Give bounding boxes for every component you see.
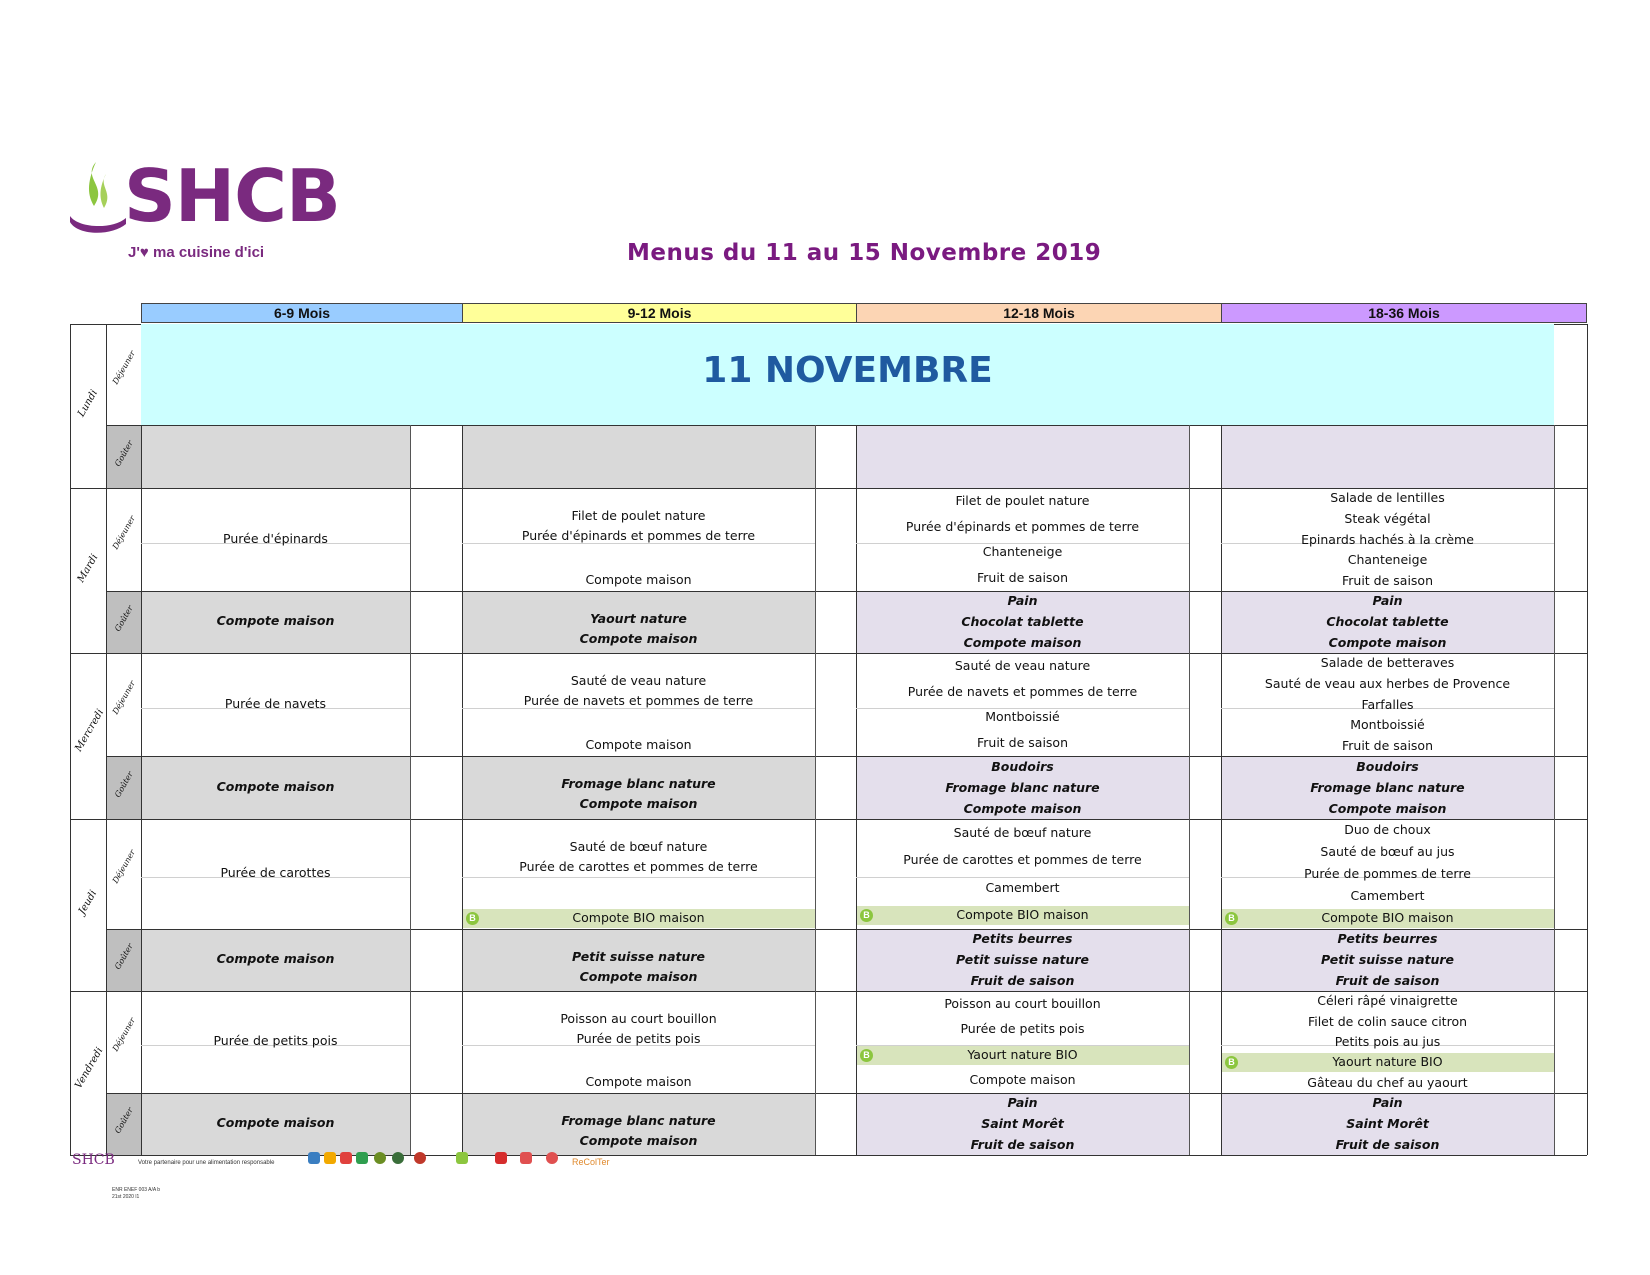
col-border bbox=[1554, 425, 1555, 1155]
brand-tagline: J'♥ ma cuisine d'ici bbox=[128, 244, 265, 261]
day-label-jeudi: Jeudi bbox=[76, 888, 100, 917]
meal-label-gouter: Goûter bbox=[113, 769, 135, 799]
menu-item: Sauté de veau nature bbox=[570, 673, 707, 688]
day-label-lundi: Lundi bbox=[75, 388, 101, 419]
menu-item: Yaourt nature bbox=[590, 611, 687, 626]
col-border bbox=[1189, 425, 1190, 1155]
menu-item: Compote maison bbox=[579, 631, 698, 646]
footer-ref bbox=[112, 1187, 160, 1201]
day-label-vendredi: Vendredi bbox=[73, 1045, 106, 1091]
cell-guide bbox=[856, 543, 1189, 544]
row-border bbox=[70, 488, 1587, 489]
menu-item: Purée de carottes bbox=[220, 865, 331, 880]
footer-ref-line: 21st 2020 l1 bbox=[112, 1194, 140, 1200]
menu-item: Boudoirs bbox=[1356, 758, 1419, 774]
menu-item: Fruit de saison bbox=[1341, 572, 1433, 588]
menu-item: Compote BIO maison bbox=[572, 910, 705, 925]
menu-item: Salade de betteraves bbox=[1320, 655, 1455, 671]
menu-item: Compote maison bbox=[969, 1072, 1076, 1088]
label-badge-icon bbox=[456, 1152, 468, 1164]
row-border bbox=[70, 991, 1587, 992]
gouter-bg bbox=[141, 425, 410, 488]
menu-item: Compote maison bbox=[216, 613, 335, 628]
holiday-banner bbox=[141, 324, 1554, 425]
age-header-18-36: 18-36 Mois bbox=[1221, 303, 1587, 323]
menu-item: Fruit de saison bbox=[1335, 972, 1440, 988]
menu-item: Petits beurres bbox=[972, 931, 1073, 947]
menu-item: Céleri râpé vinaigrette bbox=[1317, 993, 1458, 1009]
label-badge-icon bbox=[374, 1152, 386, 1164]
menu-item: Chocolat tablette bbox=[961, 614, 1084, 629]
menu-item: Purée de navets bbox=[224, 695, 327, 711]
menu-item: Gâteau du chef au yaourt bbox=[1307, 1074, 1468, 1090]
menu-item: Sauté de bœuf nature bbox=[953, 824, 1092, 840]
meal-label-dejeuner: Déjeuner bbox=[110, 513, 138, 551]
meal-label-dejeuner: Déjeuner bbox=[110, 1016, 138, 1053]
col-border bbox=[70, 324, 71, 1155]
menu-item: Sauté de veau aux herbes de Provence bbox=[1264, 675, 1511, 691]
menu-item: Yaourt nature BIO bbox=[967, 1046, 1078, 1062]
bio-badge-icon: B bbox=[860, 1049, 873, 1062]
menu-item: Filet de poulet nature bbox=[571, 508, 706, 523]
menu-item: Compote maison bbox=[579, 796, 698, 811]
shcb-logo bbox=[68, 154, 340, 272]
menu-item: Filet de poulet nature bbox=[955, 492, 1090, 508]
menu-item: Purée d'épinards et pommes de terre bbox=[521, 528, 756, 543]
menu-item: Petits pois au jus bbox=[1334, 1034, 1441, 1049]
menu-item: Fruit de saison bbox=[1341, 737, 1433, 753]
row-border bbox=[106, 591, 1587, 592]
meal-label-gouter: Goûter bbox=[113, 1106, 135, 1135]
footer-recolter: ReColTer bbox=[572, 1157, 610, 1167]
menu-item: Sauté de bœuf au jus bbox=[1320, 844, 1455, 859]
menu-item: Purée de navets et pommes de terre bbox=[523, 693, 754, 708]
col-border bbox=[106, 324, 107, 1155]
menu-item: Compote maison bbox=[579, 1133, 698, 1148]
row-border bbox=[106, 425, 1587, 426]
menu-item: Camembert bbox=[985, 879, 1060, 895]
menu-item: Petit suisse nature bbox=[1320, 952, 1455, 967]
menu-item: Fruit de saison bbox=[976, 735, 1068, 751]
menu-item: Purée de pommes de terre bbox=[1304, 866, 1471, 881]
gouter-bg bbox=[1221, 425, 1554, 488]
age-header-9-12: 9-12 Mois bbox=[462, 303, 857, 323]
menu-item: Chocolat tablette bbox=[1326, 614, 1449, 629]
menu-item: Purée d'épinards et pommes de terre bbox=[905, 518, 1140, 534]
menu-item: Fromage blanc nature bbox=[1310, 779, 1465, 795]
menu-item: Poisson au court bouillon bbox=[944, 995, 1101, 1011]
menu-item: Purée de petits pois bbox=[213, 1033, 338, 1048]
menu-item: Compote maison bbox=[216, 778, 335, 794]
menu-item: Petit suisse nature bbox=[955, 952, 1090, 967]
meal-label-dejeuner: Déjeuner bbox=[110, 848, 138, 885]
meal-label-gouter: Goûter bbox=[113, 438, 135, 468]
menu-item: Compote maison bbox=[585, 737, 692, 752]
meal-label-gouter: Goûter bbox=[113, 604, 135, 633]
menu-item: Pain bbox=[1007, 593, 1038, 609]
label-badge-icon bbox=[392, 1152, 404, 1164]
menu-item: Compote maison bbox=[963, 634, 1082, 650]
menu-item: Compote BIO maison bbox=[1321, 910, 1454, 925]
menu-item: Sauté de bœuf nature bbox=[569, 839, 708, 854]
menu-item: Pain bbox=[1007, 1095, 1038, 1111]
row-border bbox=[106, 1093, 1587, 1094]
menu-item: Fromage blanc nature bbox=[561, 776, 716, 791]
footer-partners: Votre partenaire pour une alimentation responsable bbox=[138, 1160, 275, 1166]
menu-item: Steak végétal bbox=[1344, 510, 1431, 526]
menu-item: Purée d'épinards bbox=[223, 530, 328, 546]
cell-guide bbox=[462, 877, 815, 878]
menu-item: Epinards hachés à la crème bbox=[1301, 531, 1474, 547]
menu-item: Chanteneige bbox=[1347, 552, 1428, 568]
meal-label-dejeuner: Déjeuner bbox=[110, 348, 138, 386]
menu-item: Compote maison bbox=[1328, 800, 1447, 816]
menu-item: Fromage blanc nature bbox=[561, 1113, 716, 1128]
menu-item: Purée de navets et pommes de terre bbox=[907, 683, 1138, 699]
menu-item: Compote maison bbox=[963, 800, 1082, 816]
col-border bbox=[815, 425, 816, 1155]
menu-item: Saint Morêt bbox=[1346, 1116, 1429, 1131]
bio-badge-icon: B bbox=[860, 909, 873, 922]
menu-item: Farfalles bbox=[1361, 696, 1414, 712]
meal-label-dejeuner: Déjeuner bbox=[110, 678, 138, 716]
menu-item: Boudoirs bbox=[991, 758, 1054, 774]
label-badge-icon bbox=[324, 1152, 336, 1164]
menu-item: Duo de choux bbox=[1344, 822, 1431, 837]
menu-item: Fromage blanc nature bbox=[945, 779, 1100, 795]
menu-item: Pain bbox=[1372, 1095, 1403, 1111]
row-border bbox=[70, 1155, 1587, 1156]
gouter-bg bbox=[856, 425, 1189, 488]
menu-item: Compote maison bbox=[1328, 634, 1447, 650]
steam-flame-icon bbox=[68, 160, 128, 235]
menu-item: Compote maison bbox=[216, 1115, 335, 1130]
menu-item: Fruit de saison bbox=[970, 972, 1075, 988]
age-header-12-18: 12-18 Mois bbox=[856, 303, 1222, 323]
menu-item: Saint Morêt bbox=[981, 1116, 1064, 1131]
menu-item: Purée de petits pois bbox=[960, 1021, 1085, 1037]
menu-item: Purée de petits pois bbox=[576, 1031, 701, 1046]
page-title: Menus du 11 au 15 Novembre 2019 bbox=[627, 240, 1102, 266]
footer-ref-line: ENR ENEF 003 A/A b bbox=[112, 1187, 161, 1193]
col-border bbox=[410, 425, 411, 1155]
gouter-bg bbox=[462, 425, 815, 488]
bio-badge-icon: B bbox=[1225, 912, 1238, 925]
label-badge-icon bbox=[340, 1152, 352, 1164]
menu-item: Fruit de saison bbox=[970, 1136, 1075, 1152]
menu-item: Petits beurres bbox=[1337, 931, 1438, 947]
footer-brand: SHCB bbox=[72, 1152, 115, 1168]
menu-item: Poisson au court bouillon bbox=[560, 1011, 717, 1026]
menu-item: Purée de carottes et pommes de terre bbox=[519, 859, 758, 874]
col-border bbox=[1587, 324, 1588, 1155]
row-border bbox=[70, 653, 1587, 654]
row-border bbox=[70, 819, 1587, 820]
menu-item: Yaourt nature BIO bbox=[1332, 1054, 1443, 1070]
label-badge-icon bbox=[520, 1152, 532, 1164]
menu-item: Pain bbox=[1372, 593, 1403, 609]
menu-item: Fruit de saison bbox=[976, 570, 1068, 586]
menu-item: Purée de carottes et pommes de terre bbox=[903, 852, 1142, 868]
day-label-mercredi: Mercredi bbox=[73, 707, 107, 754]
brand-name: SHCB bbox=[124, 154, 340, 238]
holiday-text: 11 NOVEMBRE bbox=[702, 350, 993, 391]
label-badge-icon bbox=[546, 1152, 558, 1164]
cell-guide bbox=[856, 708, 1189, 709]
menu-item: Compote maison bbox=[579, 969, 698, 984]
menu-item: Filet de colin sauce citron bbox=[1307, 1013, 1468, 1029]
menu-item: Compote maison bbox=[585, 1074, 692, 1089]
cell-guide bbox=[856, 877, 1189, 878]
bio-badge-icon: B bbox=[466, 912, 479, 925]
age-header-6-9: 6-9 Mois bbox=[141, 303, 463, 323]
menu-item: Compote maison bbox=[585, 572, 692, 587]
label-badge-icon bbox=[414, 1152, 426, 1164]
meal-label-gouter: Goûter bbox=[113, 942, 135, 971]
menu-item: Chanteneige bbox=[982, 544, 1063, 560]
menu-item: Fruit de saison bbox=[1335, 1136, 1440, 1152]
label-badge-icon bbox=[356, 1152, 368, 1164]
menu-item: Petit suisse nature bbox=[571, 949, 706, 964]
row-border bbox=[106, 929, 1587, 930]
menu-item: Compote BIO maison bbox=[956, 907, 1089, 923]
label-badge-icon bbox=[495, 1152, 507, 1164]
label-badge-icon bbox=[308, 1152, 320, 1164]
menu-item: Camembert bbox=[1350, 888, 1425, 903]
day-label-mardi: Mardi bbox=[75, 552, 101, 584]
menu-item: Sauté de veau nature bbox=[954, 657, 1091, 673]
menu-item: Montboissié bbox=[985, 709, 1060, 725]
menu-item: Salade de lentilles bbox=[1330, 490, 1445, 506]
menu-item: Montboissié bbox=[1350, 717, 1425, 733]
menu-item: Compote maison bbox=[216, 951, 335, 966]
row-border bbox=[106, 756, 1587, 757]
bio-badge-icon: B bbox=[1225, 1056, 1238, 1069]
